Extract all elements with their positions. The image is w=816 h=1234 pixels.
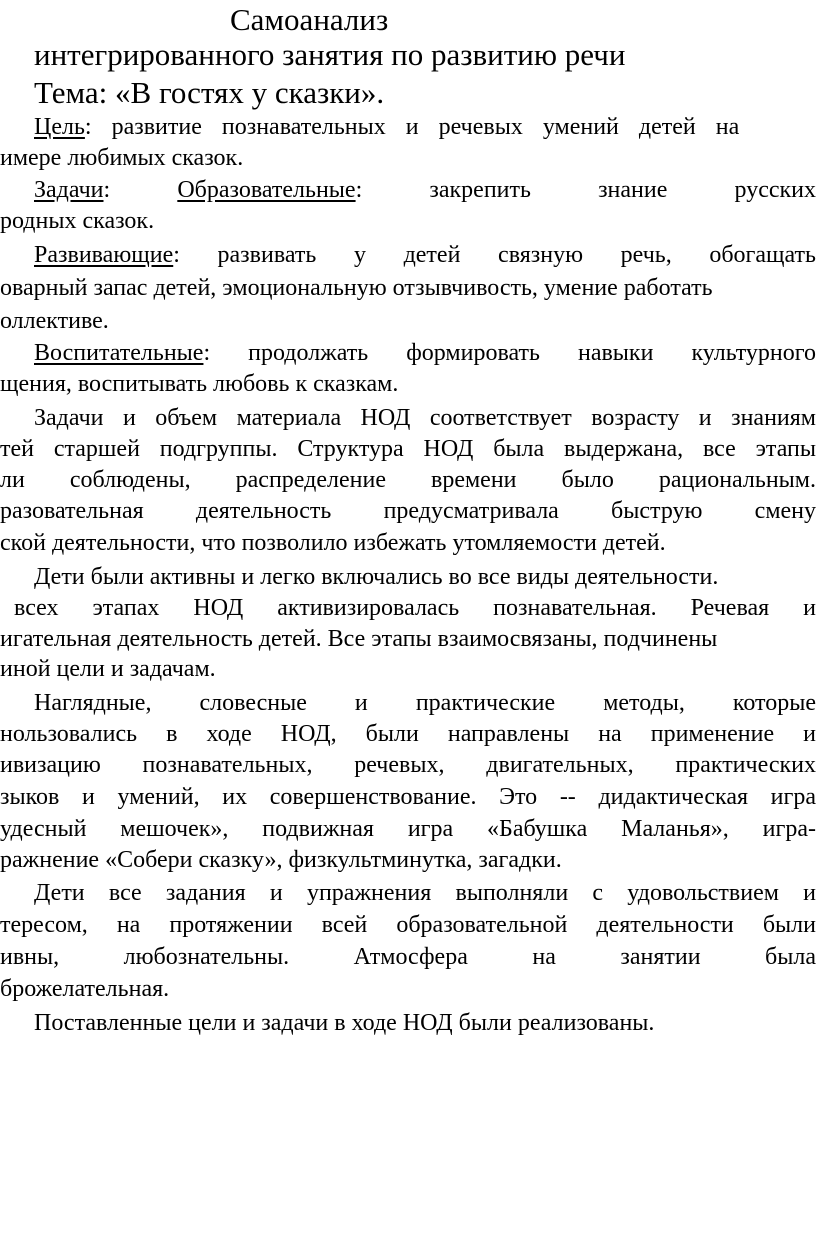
edu-text: : закрепить знание русских bbox=[355, 177, 816, 203]
paragraph-3-line: зыков и умений, их совершенствование. Это -- дидактическая игра bbox=[0, 784, 816, 810]
paragraph-1-line: разовательная деятельность предусматривала быструю смену bbox=[0, 498, 816, 524]
paragraph-2-line: Дети были активны и легко включались во все виды деятельности. bbox=[34, 564, 719, 590]
upb-label: Воспитательные bbox=[34, 340, 204, 366]
upb-line-2: щения, воспитывать любовь к сказкам. bbox=[0, 371, 399, 397]
paragraph-2-line: всех этапах НОД активизировалась познавательная. Речевая и bbox=[14, 595, 816, 621]
paragraph-2-line: иной цели и задачам. bbox=[0, 656, 216, 682]
tasks-line-1 bbox=[34, 175, 816, 205]
tasks-label: Задачи bbox=[34, 177, 104, 203]
edu-line-2: родных сказок. bbox=[0, 208, 155, 234]
goal-line-1 bbox=[34, 112, 816, 142]
paragraph-5-line: Поставленные цели и задачи в ходе НОД были реализованы. bbox=[34, 1010, 655, 1036]
paragraph-3-line: удесный мешочек», подвижная игра «Бабушка Маланья», игра- bbox=[0, 816, 816, 842]
goal-text: : развитие познавательных и речевых умений детей на bbox=[84, 114, 740, 140]
paragraph-1-line: ской деятельности, что позволило избежать утомляемости детей. bbox=[0, 530, 666, 556]
goal-line-2: имере любимых сказок. bbox=[0, 145, 244, 171]
paragraph-1-line: Задачи и объем материала НОД соответствует возрасту и знаниям bbox=[34, 405, 816, 431]
paragraph-3-line: нользовались в ходе НОД, были направлены на применение и bbox=[0, 721, 816, 747]
document-title: Самоанализ bbox=[230, 2, 389, 37]
upb-line-1 bbox=[34, 338, 816, 368]
dev-line-2: оварный запас детей, эмоциональную отзывчивость, умение работать bbox=[0, 275, 713, 301]
dev-line-3: оллективе. bbox=[0, 308, 109, 334]
paragraph-1-line: ли соблюдены, распределение времени было рациональным. bbox=[0, 467, 816, 493]
paragraph-3-line: ражнение «Собери сказку», физкультминутка, загадки. bbox=[0, 847, 562, 873]
document-topic: Тема: «В гостях у сказки». bbox=[34, 75, 385, 110]
paragraph-4-line: Дети все задания и упражнения выполняли с удовольствием и bbox=[34, 880, 816, 906]
tasks-sep: : bbox=[103, 177, 111, 203]
document-subtitle: интегрированного занятия по развитию речи bbox=[34, 37, 626, 72]
paragraph-2-line: игательная деятельность детей. Все этапы взаимосвязаны, подчинены bbox=[0, 626, 718, 652]
upb-text: : продолжать формировать навыки культурного bbox=[203, 340, 816, 366]
paragraph-4-line: брожелательная. bbox=[0, 976, 170, 1002]
dev-line-1 bbox=[34, 240, 816, 270]
goal-label: Цель bbox=[34, 114, 85, 140]
paragraph-4-line: ивны, любознательны. Атмосфера на занятии была bbox=[0, 944, 816, 970]
edu-label: Образовательные bbox=[177, 177, 356, 203]
dev-label: Развивающие bbox=[34, 242, 174, 268]
paragraph-3-line: Наглядные, словесные и практические методы, которые bbox=[34, 690, 816, 716]
paragraph-4-line: тересом, на протяжении всей образовательной деятельности были bbox=[0, 912, 816, 938]
paragraph-3-line: ивизацию познавательных, речевых, двигательных, практических bbox=[0, 752, 816, 778]
dev-text: : развивать у детей связную речь, обогащать bbox=[173, 242, 816, 268]
paragraph-1-line: тей старшей подгруппы. Структура НОД была выдержана, все этапы bbox=[0, 436, 816, 462]
